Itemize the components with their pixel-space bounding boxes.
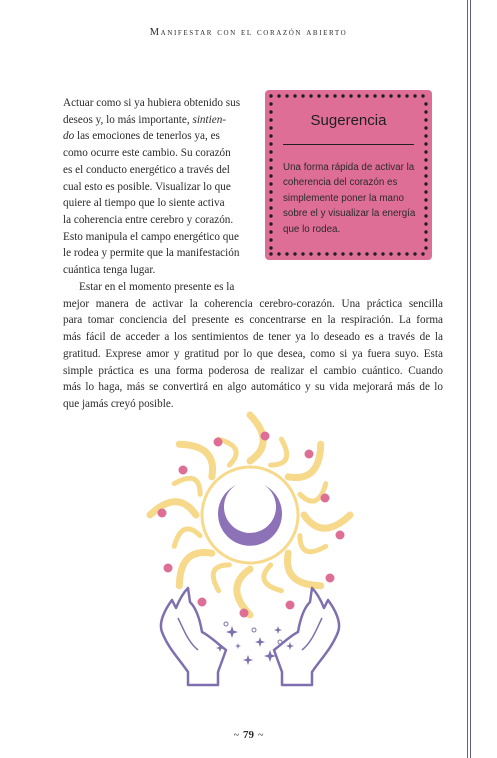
border-dot <box>381 252 384 255</box>
ornament-left-icon: ~ <box>233 730 239 741</box>
sun-ray <box>174 478 200 494</box>
emphasis-text: sintien- <box>192 113 227 126</box>
border-dot <box>277 94 280 97</box>
suggestion-divider <box>283 144 414 145</box>
body-line: gratitud. Exprese amor y gratitud por lo que desea, como si ya fuera suyo. Esta <box>63 347 443 360</box>
border-dot <box>301 94 304 97</box>
border-dot <box>317 94 320 97</box>
border-dot <box>325 94 328 97</box>
border-dot <box>293 94 296 97</box>
body-line: mejor manera de activar la coherencia cerebro-corazón. Una práctica sencilla <box>63 297 443 310</box>
border-dot <box>413 94 416 97</box>
sparkle-ring <box>224 622 228 626</box>
suggestion-title: Sugerencia <box>310 112 387 129</box>
sun-ray <box>237 569 250 615</box>
border-dot <box>269 134 272 137</box>
body-text-run: las emociones de tenerlos ya, es <box>76 130 220 143</box>
border-dot <box>413 252 416 255</box>
border-dot <box>397 252 400 255</box>
sun-ray <box>288 444 321 477</box>
border-dot <box>357 94 360 97</box>
border-dot <box>349 94 352 97</box>
sparkle-ring <box>252 628 256 632</box>
sun-ray <box>304 515 350 528</box>
body-line: cuántica tenga lugar. <box>63 264 156 277</box>
body-paragraph <box>63 279 443 413</box>
pink-dot <box>179 466 188 475</box>
border-dot <box>269 102 272 105</box>
body-line: más fácil de acceder a los sentimientos de tener ya lo deseado es a través de la <box>63 331 443 344</box>
sun-moon-hands-icon <box>140 410 360 690</box>
sun-disc <box>202 467 298 563</box>
sparkle <box>274 626 282 634</box>
border-dot <box>293 252 296 255</box>
pink-dot <box>261 432 270 441</box>
border-dot <box>309 252 312 255</box>
border-dot <box>269 222 272 225</box>
body-line: como ocurre este cambio. Su corazón <box>63 147 231 160</box>
body-line <box>63 279 443 296</box>
pink-dot <box>164 564 173 573</box>
body-line: que jamás creyó posible. <box>63 397 174 410</box>
border-dot <box>389 94 392 97</box>
border-dot <box>373 252 376 255</box>
pink-dot <box>240 609 249 618</box>
border-dot <box>301 252 304 255</box>
sparkle <box>243 655 253 665</box>
left-hand-icon <box>161 588 226 685</box>
page-footer <box>0 729 497 741</box>
body-line: más lo haga, más se convertirá en algo automático y su vida mejorará más de lo <box>63 381 443 394</box>
suggestion-body: Una forma rápida de activar la coherencia del corazón es simplemente poner la mano sobre el y visualizar la energía que lo rodea. <box>283 162 416 235</box>
sun-ray <box>287 553 320 586</box>
sparkle <box>255 637 265 647</box>
border-dot <box>277 252 280 255</box>
sun-ray <box>271 439 287 465</box>
right-hand-icon <box>274 588 339 685</box>
ornament-right-icon: ~ <box>258 730 264 741</box>
right-hand-detail <box>302 618 322 650</box>
border-dot <box>309 94 312 97</box>
body-text-run: Estar en el momento presente es la <box>79 281 235 293</box>
sun-ray <box>179 552 212 585</box>
sparkle <box>235 643 241 649</box>
border-dot <box>269 150 272 153</box>
body-line: le rodea y permite que la manifestación <box>63 247 240 260</box>
sun-ray <box>213 565 229 591</box>
body-line: para tomar conciencia del presente es concentrarse en la respiración. La forma <box>63 314 443 327</box>
body-line: es el conducto energético a través del <box>63 163 230 176</box>
border-dot <box>285 94 288 97</box>
sun-ray <box>174 529 200 547</box>
page-number: 79 <box>243 729 254 741</box>
pink-dot <box>321 494 330 503</box>
border-dot <box>269 94 272 97</box>
border-dot <box>365 252 368 255</box>
left-hand-detail <box>178 618 198 650</box>
body-line <box>63 112 259 129</box>
border-dot <box>357 252 360 255</box>
border-dot <box>349 252 352 255</box>
body-line: Esto manipula el campo energético que <box>63 230 239 243</box>
border-dot <box>269 252 272 255</box>
border-dot <box>269 158 272 161</box>
page-edge-line <box>467 0 468 758</box>
border-dot <box>424 102 427 105</box>
border-dot <box>381 94 384 97</box>
pink-dot <box>198 598 207 607</box>
body-text-run: deseos y, lo más importante, <box>63 113 190 126</box>
running-header: Manifestar con el corazón abierto <box>149 27 348 38</box>
border-dot <box>424 134 427 137</box>
border-dot <box>285 252 288 255</box>
border-dot <box>405 252 408 255</box>
body-line <box>63 128 259 145</box>
border-dot <box>341 94 344 97</box>
sparkle <box>226 626 238 638</box>
pink-dot <box>158 509 167 518</box>
pink-dot <box>336 531 345 540</box>
pink-dot <box>305 450 314 459</box>
border-dot <box>269 230 272 233</box>
border-dot <box>424 150 427 153</box>
border-dot <box>397 94 400 97</box>
border-dot <box>421 94 424 97</box>
body-line: simple práctica es una forma poderosa de realizar el cambio cuántico. Cuando <box>63 364 443 377</box>
body-line: la coherencia entre cerebro y corazón. <box>63 213 234 226</box>
border-dot <box>405 94 408 97</box>
border-dot <box>341 252 344 255</box>
border-dot <box>269 238 272 241</box>
border-dot <box>325 252 328 255</box>
border-dot <box>373 94 376 97</box>
border-dot <box>421 252 424 255</box>
border-dot <box>317 252 320 255</box>
sun-ray <box>300 536 326 552</box>
body-line: Actuar como si ya hubiera obtenido sus <box>63 97 241 109</box>
border-dot <box>269 174 272 177</box>
border-dot <box>365 94 368 97</box>
border-dot <box>269 182 272 185</box>
pink-dot <box>214 438 223 447</box>
pink-dot <box>286 601 295 610</box>
emphasis-text: do <box>63 130 75 143</box>
border-dot <box>269 214 272 217</box>
border-dot <box>269 190 272 193</box>
border-dot <box>269 246 272 249</box>
sun-ray <box>264 565 282 591</box>
sparkle <box>286 642 294 650</box>
body-column-text <box>63 95 259 279</box>
border-dot <box>269 142 272 145</box>
border-dot <box>389 252 392 255</box>
pink-dot <box>326 574 335 583</box>
sun-ray <box>150 502 196 515</box>
border-dot <box>269 206 272 209</box>
body-line: cual esto es posible. Visualizar lo que <box>63 180 231 193</box>
border-dot <box>269 198 272 201</box>
body-line: quiere al tiempo que lo siente activa <box>63 197 225 210</box>
border-dot <box>269 166 272 169</box>
border-dot <box>424 238 427 241</box>
page-edge-line <box>470 0 471 758</box>
border-dot <box>424 142 427 145</box>
border-dot <box>333 252 336 255</box>
border-dot <box>333 94 336 97</box>
border-dot <box>424 246 427 249</box>
suggestion-box <box>265 90 432 260</box>
